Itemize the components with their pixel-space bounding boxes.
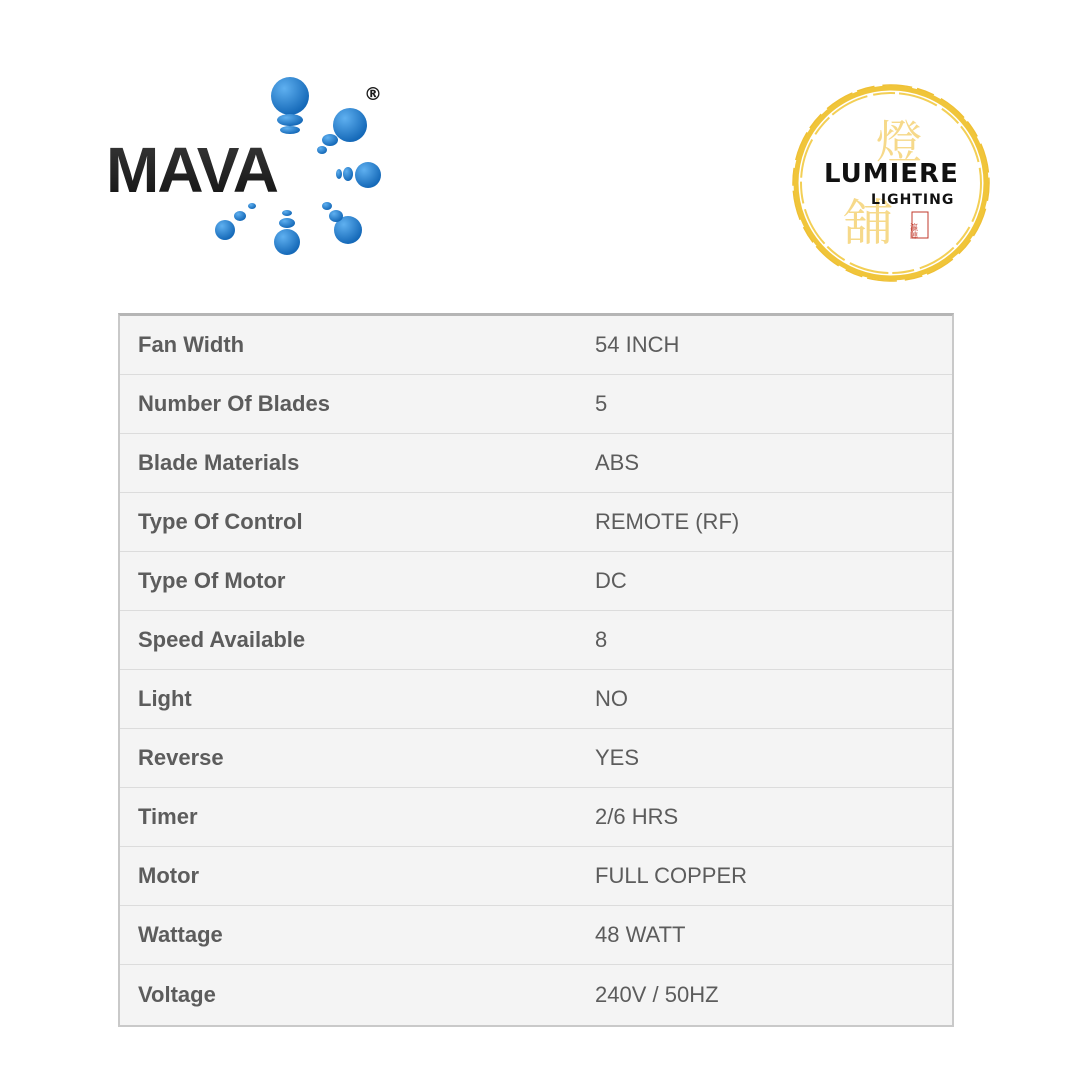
spec-table [118,313,954,1027]
table-row [120,906,952,965]
table-row [120,788,952,847]
spec-value: NO [595,686,628,711]
spec-label: Voltage [138,982,216,1007]
table-row [120,670,952,729]
spec-label: Type Of Control [138,509,303,534]
spec-value: REMOTE (RF) [595,509,740,534]
table-row [120,729,952,788]
spec-label: Wattage [138,922,223,947]
spec-label: Reverse [138,745,224,770]
spec-label: Speed Available [138,627,306,652]
table-row [120,847,952,906]
mava-wordmark: MAVA [106,134,277,206]
spec-label: Blade Materials [138,450,300,475]
fan-bubble-burst-icon [100,70,400,270]
lumiere-logo [788,80,994,286]
spec-value: 54 INCH [595,332,680,357]
spec-label: Type Of Motor [138,568,286,593]
chinese-char-bottom: 舖 [843,194,893,252]
spec-value: 240V / 50HZ [595,982,719,1007]
spec-value: 48 WATT [595,922,686,947]
table-row [120,316,952,375]
lumiere-ring-icon [788,80,994,286]
spec-value: DC [595,568,627,593]
seal-text: 瀛陣 [909,223,919,239]
spec-label: Timer [138,804,198,829]
table-row [120,611,952,670]
spec-value: ABS [595,450,640,475]
registered-mark: ® [364,84,382,105]
spec-value: 8 [595,627,608,652]
spec-label: Fan Width [138,332,245,357]
spec-value: FULL COPPER [595,863,748,888]
table-row [120,493,952,552]
table-row [120,375,952,434]
spec-label: Light [138,686,192,711]
lumiere-wordmark: LUMIERE [824,159,959,189]
spec-value: YES [595,745,640,770]
table-row [120,434,952,493]
table-row [120,965,952,1025]
spec-label: Number Of Blades [138,391,330,416]
table-row [120,552,952,611]
spec-value: 5 [595,391,608,416]
chinese-char-top: 燈 [876,115,922,169]
lighting-subtitle: LIGHTING [871,192,955,208]
spec-value: 2/6 HRS [595,804,679,829]
spec-label: Motor [138,863,200,888]
mava-logo [100,70,400,270]
